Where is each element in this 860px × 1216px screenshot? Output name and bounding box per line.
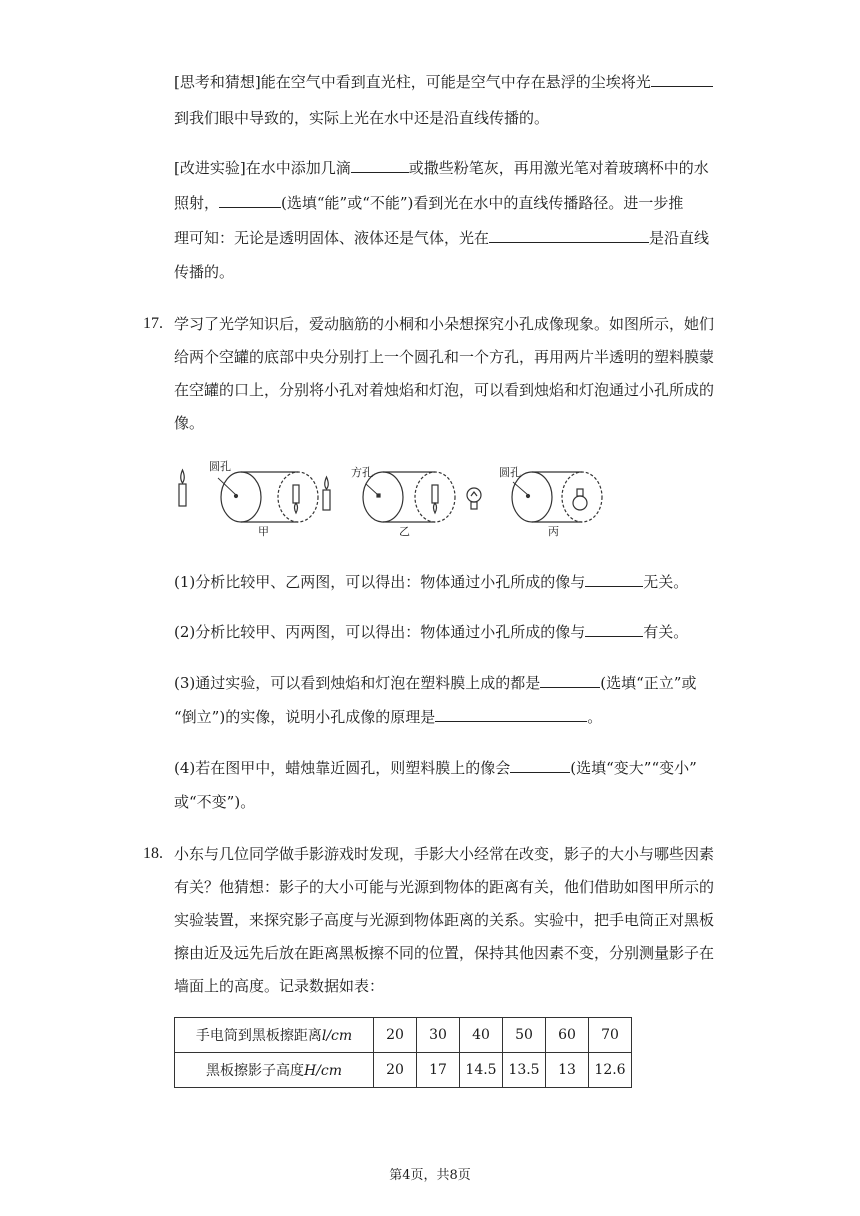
table-cell: 17 [417, 1053, 460, 1088]
q16-think-text: [思考和猜想]能在空气中看到直光柱，可能是空气中存在悬浮的尘埃将光 [174, 73, 651, 91]
q17-blank-3[interactable] [540, 673, 600, 688]
row-label-text: 黑板擦影子高度 [205, 1063, 304, 1079]
q16-think-line1 [174, 72, 713, 92]
q18-data-table [174, 1017, 632, 1088]
table-cell: 20 [374, 1053, 417, 1088]
fig-bing-hole-label: 圆孔 [499, 466, 521, 479]
row-variable: l/cm [321, 1028, 353, 1044]
q17-p2-text: (2)分析比较甲、丙两图，可以得出：物体通过小孔所成的像与 [174, 623, 586, 641]
fig-yi-label: 乙 [399, 525, 410, 538]
q17-part3-line2 [174, 707, 602, 727]
q18-stem-line5: 墙面上的高度。记录数据如表： [174, 977, 385, 995]
q16-improve-text4: (选填“能”或“不能”)看到光在水中的直线传播路径。进一步推 [281, 194, 684, 212]
q16-improve-text3: 照射， [174, 194, 220, 212]
q18-stem-line4: 擦由近及远先后放在距离黑板擦不同的位置，保持其他因素不变，分别测量影子在 [174, 944, 715, 962]
can-jia [218, 472, 318, 522]
q17-number: 17. [143, 315, 163, 332]
q16-blank-1[interactable] [651, 72, 713, 87]
table-cell: 60 [546, 1018, 589, 1053]
q17-blank-5[interactable] [510, 758, 570, 773]
q16-improve-line3 [174, 228, 709, 248]
table-cell: 30 [417, 1018, 460, 1053]
q17-p4-post: (选填“变大”“变小” [570, 759, 697, 777]
q17-stem-line2: 给两个空罐的底部中央分别打上一个圆孔和一个方孔，再用两片半透明的塑料膜蒙 [174, 348, 715, 366]
q16-blank-4[interactable] [489, 228, 649, 243]
inverted-bulb-image [573, 489, 587, 510]
fig-jia-hole-label: 圆孔 [209, 460, 231, 473]
q18-number: 18. [143, 845, 163, 862]
q17-stem-line3: 在空罐的口上，分别将小孔对着烛焰和灯泡，可以看到烛焰和灯泡通过小孔所成的 [174, 381, 715, 399]
table-cell: 70 [589, 1018, 632, 1053]
q17-part2 [174, 622, 688, 642]
q17-p1-post: 无关。 [643, 573, 689, 591]
q16-improve-text6: 是沿直线 [649, 229, 710, 247]
q17-part1 [174, 572, 688, 592]
q18-stem-line1: 小东与几位同学做手影游戏时发现，手影大小经常在改变，影子的大小与哪些因素 [174, 845, 715, 863]
q17-p2-post: 有关。 [643, 623, 689, 641]
table-cell: 50 [503, 1018, 546, 1053]
fig-jia-label: 甲 [258, 525, 269, 538]
table-row [175, 1053, 632, 1088]
bulb-icon [467, 488, 481, 509]
page-footer: 第4页，共8页 [389, 1168, 471, 1183]
table-row-label [175, 1053, 374, 1088]
candle-icon [323, 477, 330, 510]
q16-improve-line2 [174, 193, 683, 213]
q16-improve-line1 [174, 158, 709, 178]
q17-blank-2[interactable] [585, 622, 643, 637]
row-label-text: 手电筒到黑板擦距离 [195, 1028, 322, 1044]
q17-p1-text: (1)分析比较甲、乙两图，可以得出：物体通过小孔所成的像与 [174, 573, 586, 591]
table-cell: 20 [374, 1018, 417, 1053]
table-row [175, 1018, 632, 1053]
q16-blank-2[interactable] [351, 158, 409, 173]
q17-part4-line1 [174, 758, 697, 778]
inverted-candle-image [293, 485, 299, 513]
q17-blank-4[interactable] [435, 707, 587, 722]
q16-think-line2: 到我们眼中导致的，实际上光在水中还是沿直线传播的。 [174, 109, 550, 127]
q18-stem-line2: 有关？他猜想：影子的大小可能与光源到物体的距离有关，他们借助如图甲所示的 [174, 878, 715, 896]
q18-stem-line3: 实验装置，来探究影子高度与光源到物体距离的关系。实验中，把手电筒正对黑板 [174, 911, 715, 929]
can-bing [512, 472, 602, 522]
q17-blank-1[interactable] [585, 572, 643, 587]
table-row-label [175, 1018, 374, 1053]
q16-improve-line4: 传播的。 [174, 263, 235, 281]
table-cell: 13.5 [503, 1053, 546, 1088]
q17-stem-line4: 像。 [174, 414, 205, 432]
fig-bing-label: 丙 [548, 525, 559, 538]
q17-p3-post2: 。 [587, 708, 603, 726]
q16-blank-3[interactable] [219, 193, 281, 208]
q17-p3-text: (3)通过实验，可以看到烛焰和灯泡在塑料膜上成的都是 [174, 674, 541, 692]
table-cell: 14.5 [460, 1053, 503, 1088]
q17-part3-line1 [174, 673, 696, 693]
q16-improve-text1: [改进实验]在水中添加几滴 [174, 159, 351, 177]
table-cell: 40 [460, 1018, 503, 1053]
q17-p3-text2: “倒立”)的实像，说明小孔成像的原理是 [174, 708, 436, 726]
inverted-candle-image [432, 485, 438, 513]
candle-icon [179, 470, 186, 506]
q17-part4-line2: 或“不变”)。 [174, 793, 256, 811]
table-cell: 12.6 [589, 1053, 632, 1088]
table-cell: 13 [546, 1053, 589, 1088]
q17-p3-post: (选填“正立”或 [600, 674, 697, 692]
can-yi [363, 472, 455, 522]
q16-improve-text2: 或撒些粉笔灰，再用激光笔对着玻璃杯中的水 [408, 159, 709, 177]
q16-improve-text5: 理可知：无论是透明固体、液体还是气体，光在 [174, 229, 490, 247]
row-variable: H/cm [303, 1063, 343, 1079]
fig-yi-hole-label: 方孔 [351, 466, 373, 479]
q17-stem-line1: 学习了光学知识后，爱动脑筋的小桐和小朵想探究小孔成像现象。如图所示，她们 [174, 315, 715, 333]
q17-p4-text: (4)若在图甲中，蜡烛靠近圆孔，则塑料膜上的像会 [174, 759, 511, 777]
